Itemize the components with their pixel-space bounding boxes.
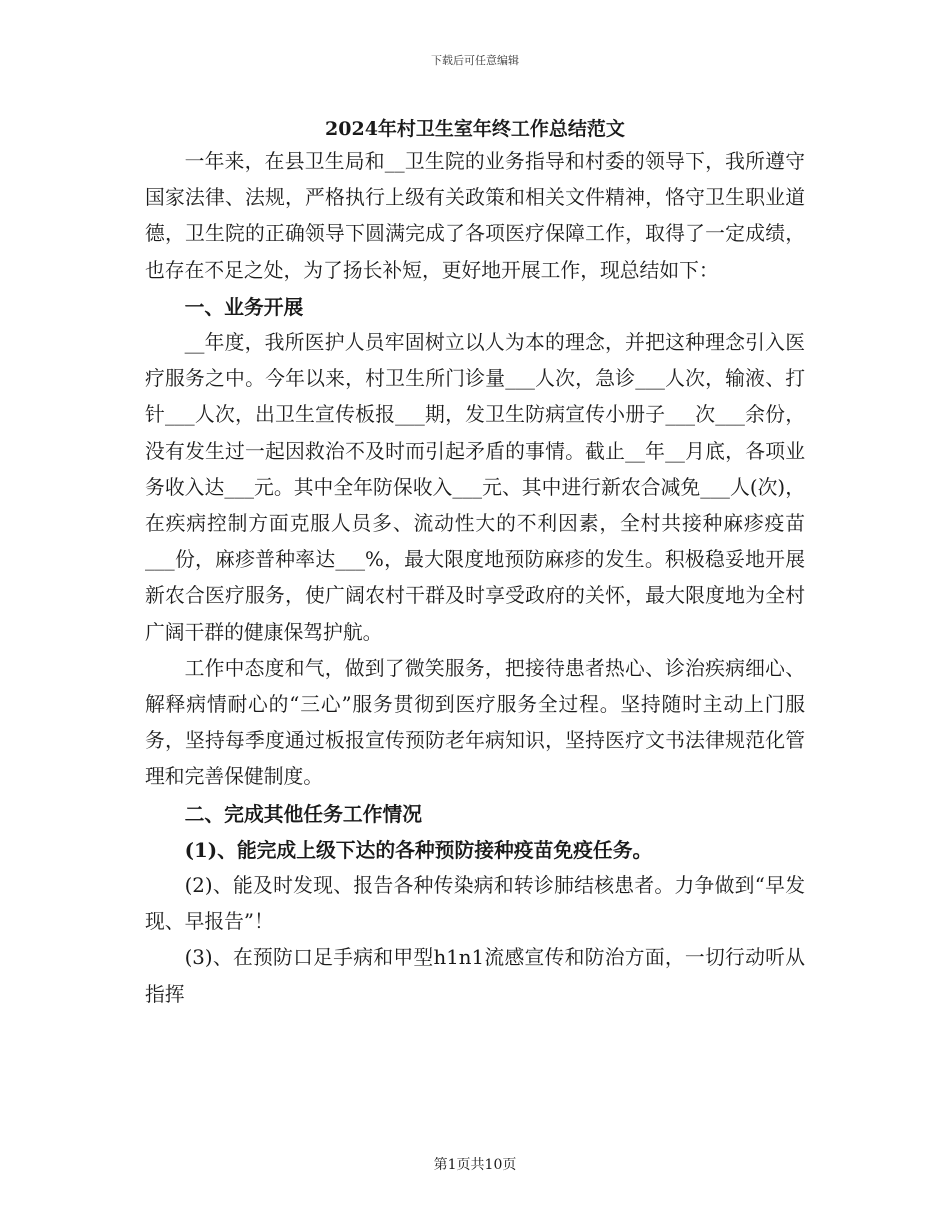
section-1-heading: 一、业务开展 [184,294,304,319]
page-number: 第1页共10页 [433,1157,517,1173]
list-item-1: (1)、能完成上级下达的各种预防接种疫苗免疫任务。 [184,837,653,862]
section-1-paragraph-1: __年度，我所医护人员牢固树立以人为本的理念，并把这种理念引入医疗服务之中。今年以来，村卫生所门诊量___人次，急诊___人次，输液、打针___人次，出卫生宣传板报___期，发卫生防病宣传小册子___次___余份，没有发生过一起因救治不及时而引起矛盾的事情。截止__年__月底，各项业务收入达___元。其中全年防保收入___元、其中进行新农合减免___人(次)，在疾病控制方面克服人员多、流动性大的不利因素，全村共接种麻疹疫苗___份，麻疹普种率达___%，最大限度地预防麻疹的发生。积极稳妥地开展新农合医疗服务，使广阔农村干群及时享受政府的关怀，最大限度地为全村广阔干群的健康保驾护航。 [145,331,805,644]
section-1-paragraph-2: 工作中态度和气，做到了微笑服务，把接待患者热心、诊治疾病细心、解释病情耐心的“三心”服务贯彻到医疗服务全过程。坚持随时主动上门服务，坚持每季度通过板报宣传预防老年病知识，坚持医疗文书法律规范化管理和完善保健制度。 [145,656,805,789]
document-title: 2024年村卫生室年终工作总结范文 [325,118,625,140]
list-item-3: (3)、在预防口足手病和甲型h1n1流感宣传和防治方面，一切行动听从指挥 [145,946,805,1006]
document-body [145,144,805,1013]
list-item-2: (2)、能及时发现、报告各种传染病和转诊肺结核患者。力争做到“早发现、早报告”！ [145,874,805,934]
header-note: 下载后可任意编辑 [431,54,519,67]
intro-paragraph: 一年来，在县卫生局和__卫生院的业务指导和村委的领导下，我所遵守国家法律、法规，严格执行上级有关政策和相关文件精神，恪守卫生职业道德，卫生院的正确领导下圆满完成了各项医疗保障工作，取得了一定成绩，也存在不足之处，为了扬长补短，更好地开展工作，现总结如下： [145,150,805,282]
section-2-heading: 二、完成其他任务工作情况 [184,801,422,826]
